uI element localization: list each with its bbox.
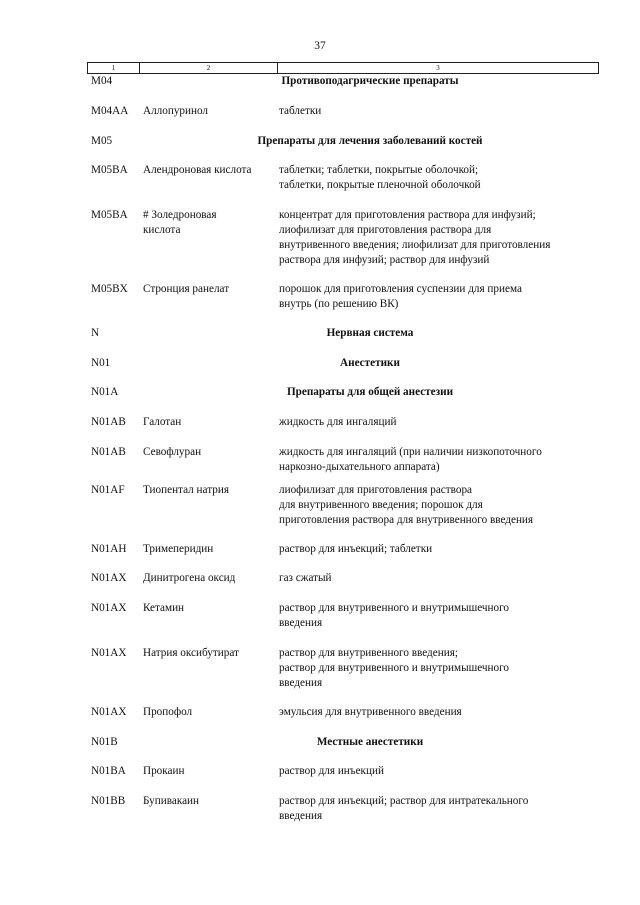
- dosage-form: раствор для внутривенного введения; раствор для внутривенного и внутримышечного введения: [279, 647, 510, 689]
- atc-code: N01BA: [91, 765, 126, 777]
- column-header-1: 1: [88, 63, 140, 73]
- section-heading: Препараты для общей анестезии: [286, 386, 454, 398]
- atc-code: N01AX: [91, 572, 127, 584]
- drug-name: Алендроновая кислота: [143, 164, 252, 176]
- section-heading: Местные анестетики: [316, 736, 424, 748]
- dosage-form: лиофилизат для приготовления раствора для внутривенного введения; порошок для приготовления раствора для внутривенного введения: [279, 484, 534, 526]
- drug-name: Аллопуринол: [143, 105, 209, 117]
- drug-name: Бупивакаин: [143, 795, 200, 807]
- atc-code: N01B: [91, 736, 118, 748]
- column-header-row: [87, 62, 599, 74]
- column-header-2: 2: [140, 63, 278, 73]
- section-heading: Нервная система: [326, 327, 414, 339]
- atc-code: N01AB: [91, 446, 126, 458]
- atc-code: M05: [91, 135, 113, 147]
- atc-code: N01AB: [91, 416, 126, 428]
- section-heading: Противоподагрические препараты: [281, 75, 459, 87]
- drug-name: Динитрогена оксид: [143, 572, 236, 584]
- drug-name: Прокаин: [143, 765, 185, 777]
- drug-name: Пропофол: [143, 706, 193, 718]
- dosage-form: жидкость для ингаляций (при наличии низкопоточного наркозно-дыхательного аппарата): [279, 446, 542, 473]
- atc-code: M04: [91, 75, 113, 87]
- atc-code: N01AX: [91, 706, 127, 718]
- dosage-form: эмульсия для внутривенного введения: [279, 706, 462, 718]
- atc-code: N01A: [91, 386, 119, 398]
- dosage-form: таблетки; таблетки, покрытые оболочкой; таблетки, покрытые пленочной оболочкой: [279, 164, 481, 191]
- atc-code: M05BA: [91, 209, 128, 221]
- atc-code: M04AA: [91, 105, 129, 117]
- atc-code: N01AX: [91, 602, 127, 614]
- atc-code: M05BX: [91, 283, 128, 295]
- dosage-form: раствор для инъекций; таблетки: [279, 543, 433, 555]
- section-heading: Препараты для лечения заболеваний костей: [257, 135, 483, 147]
- drug-name: Натрия оксибутират: [143, 647, 239, 659]
- dosage-form: порошок для приготовления суспензии для приема внутрь (по решению ВК): [279, 283, 522, 310]
- atc-code: N01AX: [91, 647, 127, 659]
- column-header-3: 3: [436, 64, 440, 72]
- section-heading: Анестетики: [340, 357, 400, 369]
- page-number: 37: [314, 40, 326, 52]
- dosage-form: раствор для внутривенного и внутримышечного введения: [279, 602, 510, 629]
- drug-name: Стронция ранелат: [143, 283, 230, 295]
- drug-name: Тиопентал натрия: [143, 484, 229, 496]
- drug-name: # Золедроновая кислота: [143, 209, 217, 236]
- dosage-form: раствор для инъекций: [279, 765, 384, 777]
- drug-name: Кетамин: [143, 602, 185, 614]
- atc-code: N01: [91, 357, 111, 369]
- drug-name: Галотан: [143, 416, 182, 428]
- dosage-form: раствор для инъекций; раствор для интратекального введения: [279, 795, 529, 822]
- dosage-form: концентрат для приготовления раствора для инфузий; лиофилизат для приготовления раствора для внутривенного введения; лиофилизат для приготовления раствора для инфузий; раствор для инфузий: [279, 209, 551, 266]
- dosage-form: таблетки: [279, 105, 322, 117]
- dosage-form: жидкость для ингаляций: [279, 416, 397, 428]
- dosage-form: газ сжатый: [279, 572, 332, 584]
- drug-name: Тримеперидин: [143, 543, 214, 555]
- atc-code: N01BB: [91, 795, 126, 807]
- atc-code: M05BA: [91, 164, 128, 176]
- drug-name: Севофлуран: [143, 446, 202, 458]
- atc-code: N01AH: [91, 543, 127, 555]
- atc-code: N: [91, 327, 100, 339]
- atc-code: N01AF: [91, 484, 125, 496]
